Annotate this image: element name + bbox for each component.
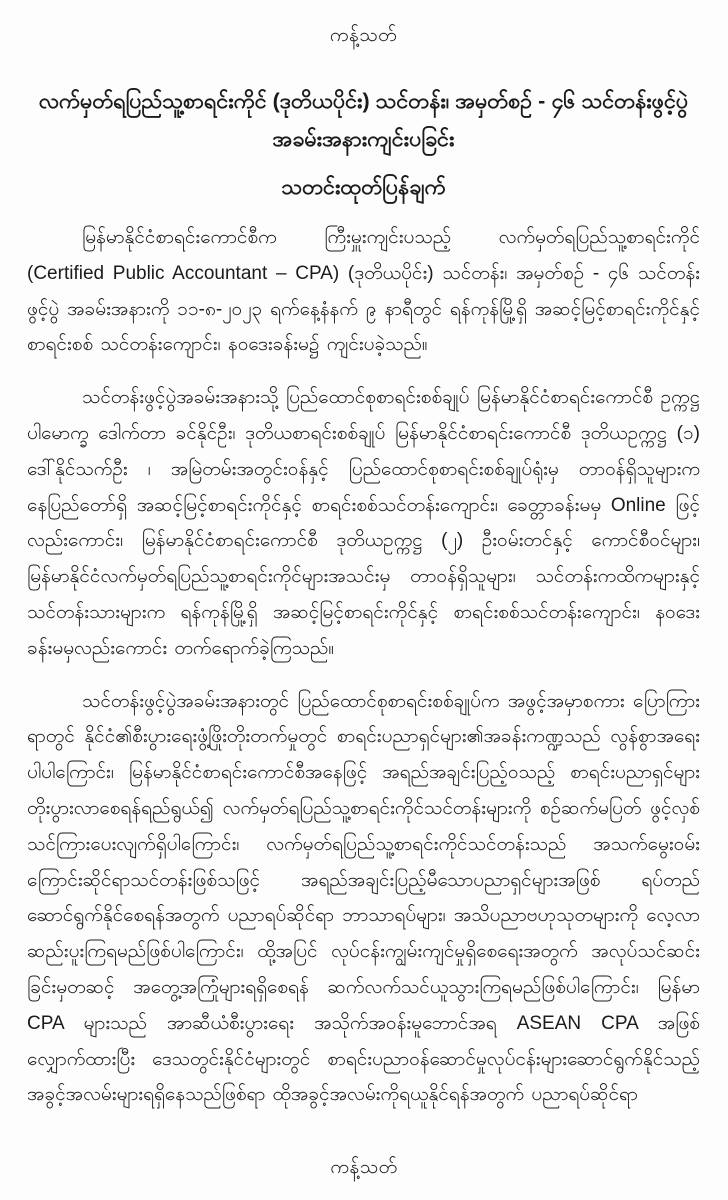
security-marking-bottom: ကန့်သတ်: [330, 1157, 398, 1178]
body-paragraph-1: မြန်မာနိုင်ငံစာရင်းကောင်စီက ကြီးမှူးကျင်းပသည့် လက်မှတ်ရပြည်သူ့စာရင်းကိုင် (Certified Public Accountant – CPA) (ဒုတိယပိုင်း) သင်တန်း၊ အမှတ်စဉ် - ၄၆ သင်တန်းဖွင့်ပွဲ အခမ်းအနားကို ၁၁-၈-၂၀၂၃ ရက်နေ့နံနက် ၉ နာရီတွင် ရန်ကုန်မြို့ရှိ အဆင့်မြင့်စာရင်းကိုင်နှင့်စာရင်းစစ် သင်တန်းကျောင်း၊ နဝဒေးခန်းမ၌ ကျင်းပခဲ့သည်။: [27, 227, 700, 356]
document-title: [27, 82, 700, 158]
body-paragraph-3: သင်တန်းဖွင့်ပွဲအခမ်းအနားတွင် ပြည်ထောင်စုစာရင်းစစ်ချုပ်က အဖွင့်အမှာစကား ပြောကြားရာတွင် နိုင်ငံ၏စီးပွားရေးဖွံ့ဖြိုးတိုးတက်မှုတွင် စာရင်းပညာရှင်များ၏အခန်းကဏ္ဍသည် လွန်စွာအရေးပါပါကြောင်း၊ မြန်မာနိုင်ငံစာရင်းကောင်စီအနေဖြင့် အရည်အချင်းပြည့်ဝသည့် စာရင်းပညာရှင်များတိုးပွားလာစေရန်ရည်ရွယ်၍ လက်မှတ်ရပြည်သူ့စာရင်းကိုင်သင်တန်းများကို စဉ်ဆက်မပြတ် ဖွင့်လှစ်သင်ကြားပေးလျက်ရှိပါကြောင်း၊ လက်မှတ်ရပြည်သူ့စာရင်းကိုင်သင်တန်းသည် အသက်မွေးဝမ်းကြောင်းဆိုင်ရာသင်တန်းဖြစ်သဖြင့် အရည်အချင်းပြည့်မီသောပညာရှင်များအဖြစ် ရပ်တည်ဆောင်ရွက်နိုင်စေရန်အတွက် ပညာရပ်ဆိုင်ရာ ဘာသာရပ်များ၊ အသိပညာဗဟုသုတများကို လေ့လာဆည်းပူးကြရမည်ဖြစ်ပါကြောင်း၊ ထို့အပြင် လုပ်ငန်းကျွမ်းကျင်မှုရှိစေရေးအတွက် အလုပ်သင်ဆင်းခြင်းမှတဆင့် အတွေ့အကြုံများရရှိစေရန် ဆက်လက်သင်ယူသွားကြရမည်ဖြစ်ပါကြောင်း၊ မြန်မာ CPA များသည် အာဆီယံစီးပွားရေး အသိုက်အဝန်းမူဘောင်အရ ASEAN CPA အဖြစ် လျှောက်ထားပြီး ဒေသတွင်းနိုင်ငံများတွင် စာရင်းပညာဝန်ဆောင်မှုလုပ်ငန်းများဆောင်ရွက်နိုင်သည့် အခွင့်အလမ်းများရရှိနေသည်ဖြစ်ရာ ထိုအခွင့်အလမ်းကိုရယူနိုင်ရန်အတွက် ပညာရပ်ဆိုင်ရာ: [27, 690, 700, 1106]
body-paragraph-2: သင်တန်းဖွင့်ပွဲအခမ်းအနားသို့ ပြည်ထောင်စုစာရင်းစစ်ချုပ် မြန်မာနိုင်ငံစာရင်းကောင်စီ ဥက္ကဋ္ဌ ပါမောက္ခ ဒေါက်တာ ခင်နိုင်ဦး၊ ဒုတိယစာရင်းစစ်ချုပ် မြန်မာနိုင်ငံစာရင်းကောင်စီ ဒုတိယဥက္ကဋ္ဌ (၁) ဒေါ်နိုင်သက်ဦး ၊ အမြဲတမ်းအတွင်းဝန်နှင့် ပြည်ထောင်စုစာရင်းစစ်ချုပ်ရုံးမှ တာဝန်ရှိသူများက နေပြည်တော်ရှိ အဆင့်မြင့်စာရင်းကိုင်နှင့် စာရင်းစစ်သင်တန်းကျောင်း၊ ခေတ္တာခန်းမမှ Online ဖြင့်လည်းကောင်း၊ မြန်မာနိုင်ငံစာရင်းကောင်စီ ဒုတိယဥက္ကဋ္ဌ (၂) ဦးဝမ်းတင်နှင့် ကောင်စီဝင်များ၊ မြန်မာနိုင်ငံလက်မှတ်ရပြည်သူ့စာရင်းကိုင်များအသင်းမှ တာဝန်ရှိသူများ၊ သင်တန်းကထိကများနှင့် သင်တန်းသားများက ရန်ကုန်မြို့ရှိ အဆင့်မြင့်စာရင်းကိုင်နှင့် စာရင်းစစ်သင်တန်းကျောင်း၊ နဝဒေးခန်းမမှလည်းကောင်း တက်ရောက်ခဲ့ကြသည်။: [27, 387, 700, 659]
document-body: [27, 220, 700, 1113]
document-subtitle: သတင်းထုတ်ပြန်ချက်: [281, 175, 446, 199]
document-title-line-2: အခမ်းအနားကျင်းပခြင်း: [272, 127, 455, 151]
document-title-line-1: လက်မှတ်ရပြည်သူ့စာရင်းကိုင် (ဒုတိယပိုင်း) သင်တန်း၊ အမှတ်စဉ် - ၄၆ သင်တန်းဖွင့်ပွဲ: [38, 89, 689, 113]
security-marking-top: ကန့်သတ်: [329, 25, 398, 46]
